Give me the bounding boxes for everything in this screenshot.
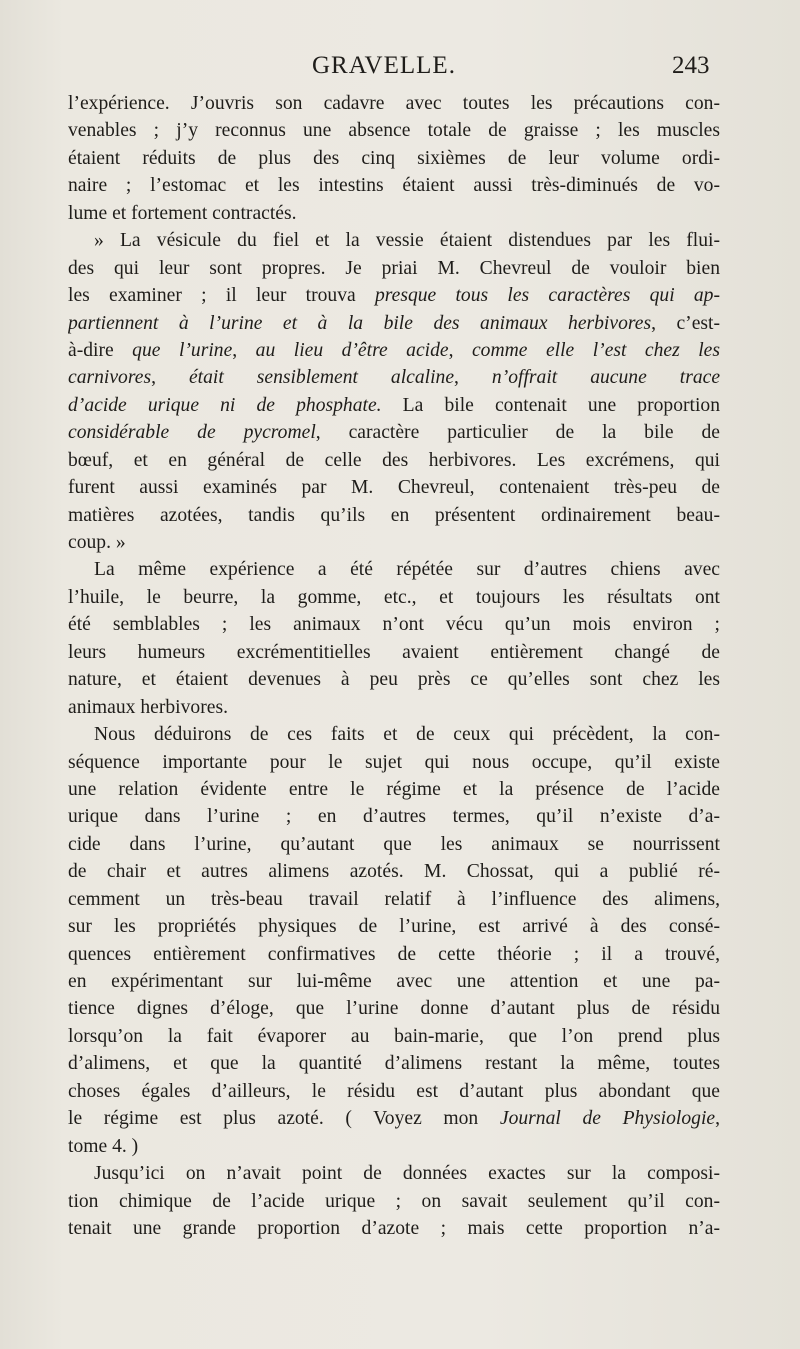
text-line: [68, 1078, 720, 1105]
text-line: [68, 886, 720, 913]
text-line: [68, 584, 720, 611]
running-head: GRAVELLE.: [312, 52, 456, 79]
italic-text: presque tous les caractères qui ap-: [374, 285, 720, 307]
text-line: [68, 117, 720, 144]
text-run: leurs humeurs excrémentitielles avaient entièrement changé de: [68, 641, 720, 663]
italic-text: comme elle l’est chez les: [471, 339, 720, 361]
text-run: cide dans l’urine, qu’autant que les animaux se nourrissent: [68, 833, 720, 855]
italic-text: que l’urine: [132, 339, 233, 361]
italic-text: carnivores: [68, 367, 152, 389]
text-line: [68, 529, 720, 556]
italic-text: était sensiblement alcaline: [188, 367, 455, 389]
text-run: l’huile, le beurre, la gomme, etc., et toujours les résultats ont: [68, 586, 720, 608]
text-run: tience dignes d’éloge, que l’urine donne d’autant plus de résidu: [68, 998, 720, 1020]
text-line: [68, 364, 720, 391]
text-line: [68, 227, 720, 254]
text-run: La bile contenait une proportion: [381, 394, 720, 416]
italic-text: partiennent à l’urine et à la bile des animaux herbivores: [68, 312, 652, 334]
text-line: [68, 502, 720, 529]
text-line: [68, 337, 720, 364]
text-line: [68, 474, 720, 501]
text-line: [68, 1188, 720, 1215]
text-run: tome 4. ): [68, 1135, 139, 1157]
italic-text: Journal de Physiologie: [499, 1108, 716, 1130]
text-run: Nous déduirons de ces faits et de ceux qui précèdent, la con-: [94, 724, 720, 746]
page-body-text: [68, 90, 720, 1242]
text-run: étaient réduits de plus des cinq sixièmes de leur volume ordi-: [68, 147, 720, 169]
text-run: coup. »: [68, 532, 126, 553]
text-line: [68, 749, 720, 776]
text-run: nature, et étaient devenues à peu près ce qu’elles sont chez les: [68, 669, 720, 691]
text-line: [68, 941, 720, 968]
text-run: venables ; j’y reconnus une absence totale de graisse ; les muscles: [68, 120, 720, 142]
text-run: ,: [151, 367, 189, 389]
text-run: l’expérience. J’ouvris son cadavre avec toutes les précautions con-: [68, 93, 720, 114]
text-run: le régime est plus azoté. ( Voyez mon: [68, 1108, 500, 1130]
text-run: quences entièrement confirmatives de cette théorie ; il a trouvé,: [68, 943, 720, 965]
text-line: [68, 1023, 720, 1050]
text-line: [68, 721, 720, 748]
text-run: ,: [454, 367, 492, 389]
text-run: ,: [715, 1108, 720, 1130]
text-line: [68, 913, 720, 940]
italic-text: n’offrait aucune trace: [491, 367, 720, 389]
text-run: tenait une grande proportion d’azote ; mais cette proportion n’a-: [68, 1217, 720, 1239]
text-run: de chair et autres alimens azotés. M. Chossat, qui a publié ré-: [68, 861, 720, 883]
text-run: d’alimens, et que la quantité d’alimens restant la même, toutes: [68, 1053, 720, 1075]
text-run: matières azotées, tandis qu’ils en présentent ordinairement beau-: [68, 504, 720, 526]
text-line: [68, 282, 720, 309]
page-header: [0, 52, 800, 88]
text-line: [68, 1105, 720, 1132]
text-line: [68, 172, 720, 199]
text-run: animaux herbivores.: [68, 696, 228, 718]
text-line: [68, 145, 720, 172]
text-line: [68, 1050, 720, 1077]
page-number: 243: [672, 52, 710, 79]
text-run: été semblables ; les animaux n’ont vécu qu’un mois environ ;: [68, 614, 720, 636]
text-line: [68, 694, 720, 721]
text-run: ,: [448, 339, 472, 361]
text-run: ,: [232, 339, 256, 361]
text-line: [68, 858, 720, 885]
text-run: tion chimique de l’acide urique ; on savait seulement qu’il con-: [68, 1190, 720, 1212]
text-run: bœuf, et en général de celle des herbivores. Les excrémens, qui: [68, 449, 720, 471]
text-line: [68, 419, 720, 446]
text-run: des qui leur sont propres. Je priai M. Chevreul de vouloir bien: [68, 257, 720, 279]
text-line: [68, 995, 720, 1022]
text-run: une relation évidente entre le régime et la présence de l’acide: [68, 778, 720, 800]
text-line: [68, 968, 720, 995]
text-line: [68, 831, 720, 858]
text-run: les examiner ; il leur trouva: [68, 285, 375, 307]
text-line: [68, 1160, 720, 1187]
text-line: [68, 392, 720, 419]
text-run: La même expérience a été répétée sur d’autres chiens avec: [94, 559, 720, 581]
text-run: séquence importante pour le sujet qui nous occupe, qu’il existe: [68, 751, 720, 773]
text-line: [68, 255, 720, 282]
text-line: [68, 556, 720, 583]
text-run: urique dans l’urine ; en d’autres termes, qu’il n’existe d’a-: [68, 806, 720, 828]
text-line: [68, 90, 720, 117]
text-line: [68, 666, 720, 693]
text-line: [68, 310, 720, 337]
text-run: , c’est-: [651, 312, 720, 334]
italic-text: d’acide urique ni de phosphate.: [68, 394, 382, 416]
text-line: [68, 1215, 720, 1242]
text-run: choses égales d’ailleurs, le résidu est d’autant plus abondant que: [68, 1080, 720, 1102]
text-run: à-dire: [68, 339, 133, 361]
text-run: , caractère particulier de la bile de: [315, 422, 720, 444]
text-line: [68, 803, 720, 830]
text-line: [68, 776, 720, 803]
text-run: cemment un très-beau travail relatif à l’influence des alimens,: [68, 888, 720, 910]
text-run: sur les propriétés physiques de l’urine, est arrivé à des consé-: [68, 916, 720, 938]
text-line: [68, 200, 720, 227]
text-run: en expérimentant sur lui-même avec une attention et une pa-: [68, 971, 720, 992]
text-run: lume et fortement contractés.: [68, 202, 297, 224]
text-line: [68, 639, 720, 666]
italic-text: considérable de pycromel: [68, 422, 316, 444]
text-line: [68, 1133, 720, 1160]
italic-text: au lieu d’être acide: [255, 339, 449, 361]
text-run: naire ; l’estomac et les intestins étaient aussi très-diminués de vo-: [68, 175, 720, 197]
text-run: furent aussi examinés par M. Chevreul, contenaient très-peu de: [68, 477, 720, 499]
text-line: [68, 611, 720, 638]
text-line: [68, 447, 720, 474]
text-run: » La vésicule du fiel et la vessie étaient distendues par les flui-: [94, 230, 720, 252]
text-run: lorsqu’on la fait évaporer au bain-marie, que l’on prend plus: [68, 1025, 720, 1047]
text-run: Jusqu’ici on n’avait point de données exactes sur la composi-: [94, 1163, 720, 1185]
